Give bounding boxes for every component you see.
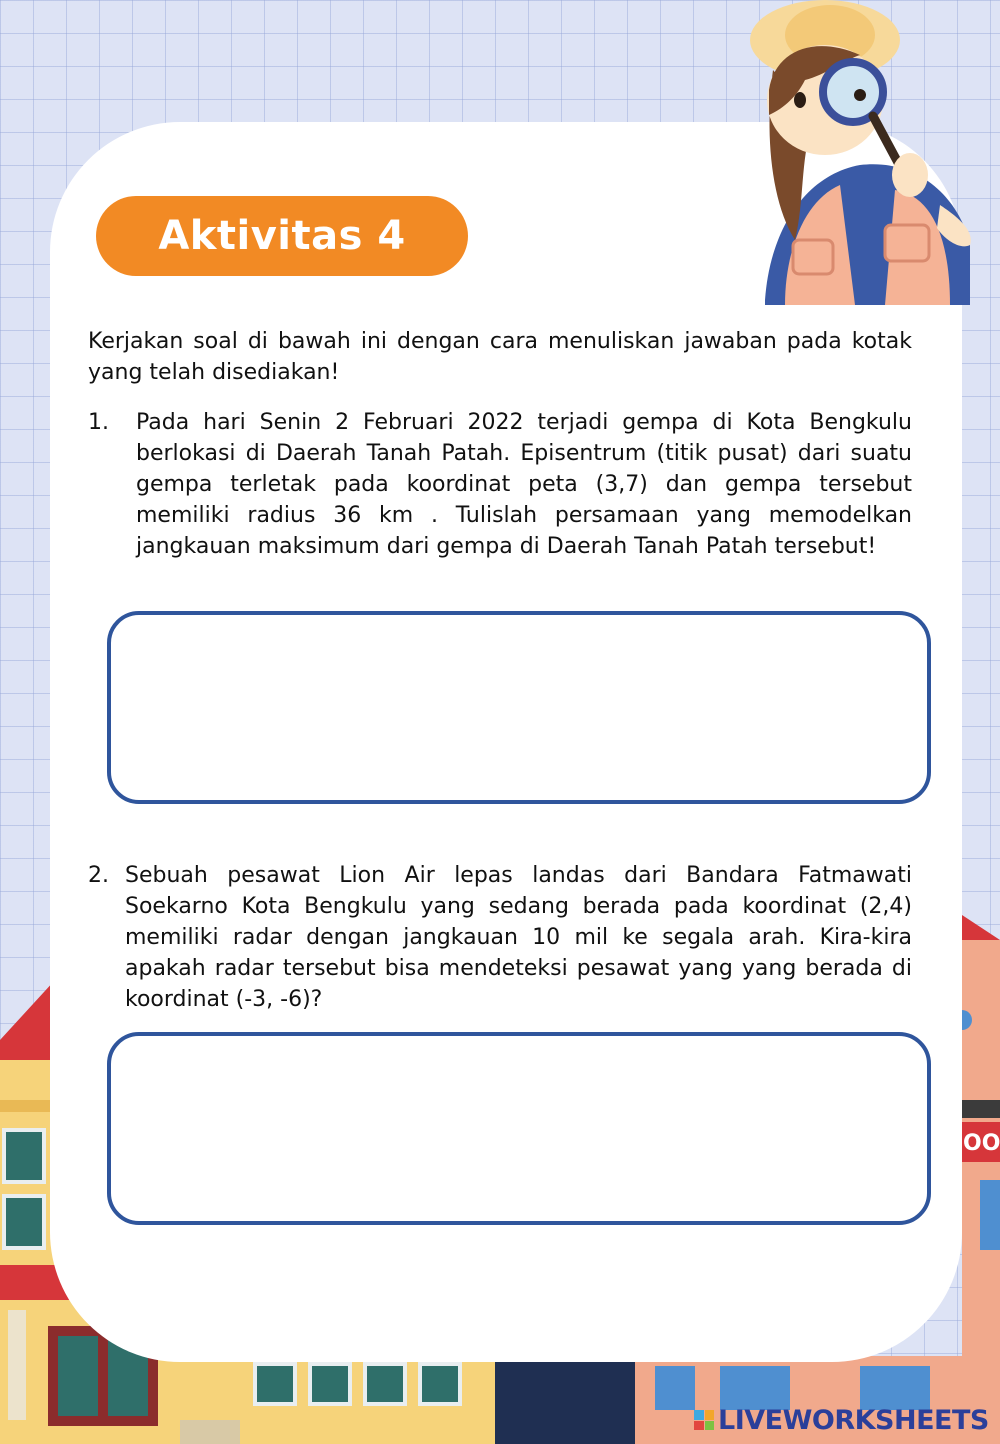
answer-box-2[interactable]: [107, 1032, 931, 1225]
liveworksheets-watermark: [694, 1404, 989, 1436]
question-number: 1.: [88, 410, 109, 435]
activity-title-badge: [96, 196, 468, 276]
question-text: Pada hari Senin 2 Februari 2022 terjadi gempa di Kota Bengkulu berlokasi di Daerah Tanah Patah. Episentrum (titik pusat) dari suatu gempa terletak pada koordinat peta (3,7) dan gempa tersebut memiliki radius 36 km . Tulislah persamaan yang memodelkan jangkauan maksimum dari gempa di Daerah Tanah Patah tersebut!: [136, 410, 912, 559]
question-1: [88, 407, 912, 562]
liveworksheets-logo-icon: [694, 1410, 714, 1430]
svg-text:OO: OO: [963, 1131, 1000, 1156]
activity-title: Aktivitas 4: [158, 213, 406, 259]
question-text: Sebuah pesawat Lion Air lepas landas dari Bandara Fatmawati Soekarno Kota Bengkulu yang sedang berada pada koordinat (2,4) memiliki radar dengan jangkauan 10 mil ke segala arah. Kira-kira apakah radar tersebut bisa mendeteksi pesawat yang yang berada di koordinat (-3, -6)?: [125, 863, 912, 1012]
answer-box-1[interactable]: [107, 611, 931, 804]
question-2: [88, 860, 912, 1015]
magnifying-glass-girl-illustration: [745, 0, 980, 305]
question-number: 2.: [88, 863, 109, 888]
brand-name: LIVEWORKSHEETS: [718, 1404, 989, 1436]
instructions-text: Kerjakan soal di bawah ini dengan cara menuliskan jawaban pada kotak yang telah disediakan!: [88, 329, 912, 385]
